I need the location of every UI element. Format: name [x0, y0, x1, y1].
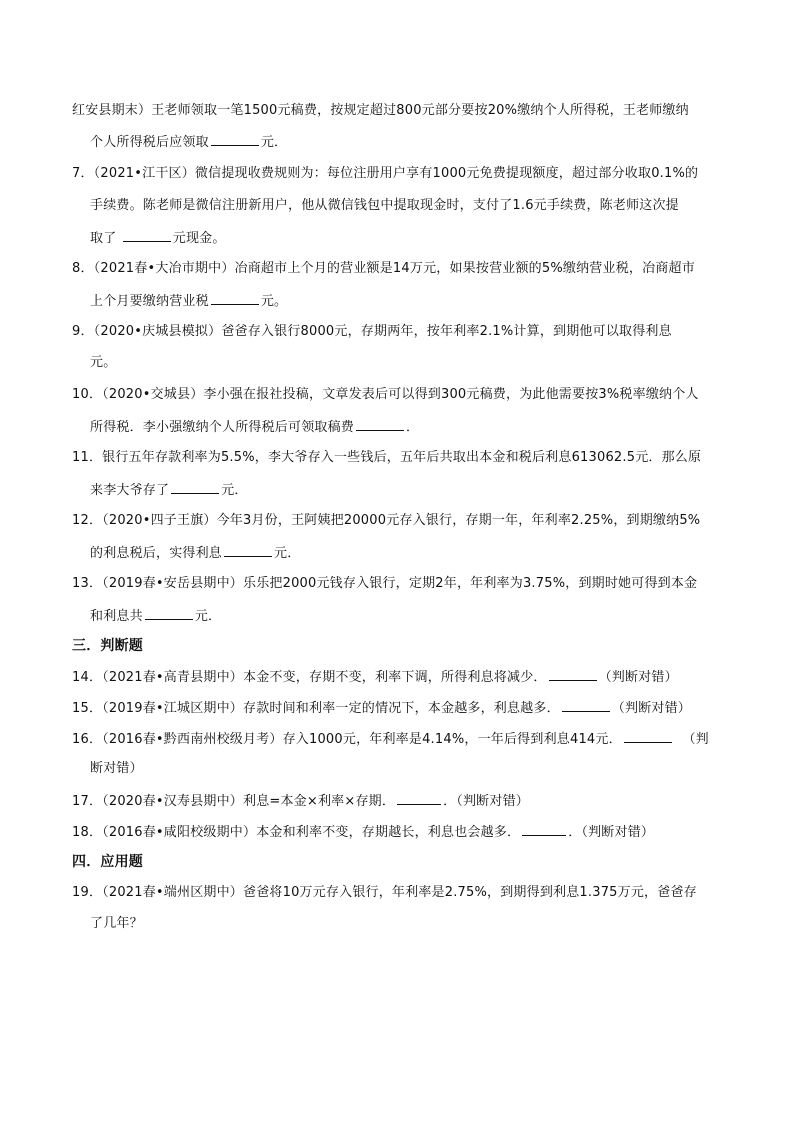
text: 四．应用题 [72, 854, 143, 870]
question-8-line-2 [90, 290, 287, 312]
text: 元现金。 [172, 231, 226, 246]
text: 手续费。陈老师是微信注册新用户，他从微信钱包中提取现金时，支付了1.6元手续费，陈老师这次提 [90, 198, 679, 213]
text: 16．（2016春•黔西南州校级月考）存入1000元，年利率是4.14%，一年后得到利息414元． [72, 732, 622, 747]
answer-blank[interactable] [171, 479, 219, 494]
question-6-line-1 [72, 101, 689, 121]
text: 18．（2016春•咸阳校级期中）本金和利率不变，存期越长，利息也会越多． [72, 825, 521, 840]
question-19-line-2 [90, 914, 143, 934]
text: 了几年？ [90, 916, 143, 931]
question-10-line-1 [72, 385, 699, 405]
text: 上个月要缴纳营业税 [90, 294, 209, 309]
question-17-line-1 [72, 790, 529, 812]
text: ． [406, 420, 420, 435]
text: 12．（2020•四子王旗）今年3月份，王阿姨把20000元存入银行，存期一年，年利率2.25%，到期缴纳5% [72, 513, 701, 528]
text: 所得税．李小强缴纳个人所得税后可领取稿费 [90, 420, 355, 435]
text: （判断对错） [611, 701, 691, 716]
answer-blank[interactable] [123, 227, 171, 242]
section-heading-judgement [72, 636, 143, 656]
text: 19．（2021春•端州区期中）爸爸将10万元存入银行，年利率是2.75%，到期得到利息1.375万元，爸爸存 [72, 885, 697, 900]
question-16-line-1 [72, 728, 709, 750]
answer-blank[interactable] [211, 131, 259, 146]
text: 9．（2020•庆城县模拟）爸爸存入银行8000元，存期两年，按年利率2.1%计算，到期他可以取得利息 [72, 324, 672, 339]
question-7-line-2 [90, 196, 679, 216]
question-13-line-2 [90, 605, 221, 627]
text: 元。 [90, 355, 117, 370]
text: 元． [194, 609, 222, 624]
text: 8．（2021春•大冶市期中）冶商超市上个月的营业额是14万元，如果按营业额的5%缴纳营业税，冶商超市 [72, 261, 695, 276]
answer-blank[interactable] [549, 666, 597, 681]
text: 14．（2021春•高青县期中）本金不变，存期不变，利率下调，所得利息将减少． [72, 670, 547, 685]
text: 13．（2019春•安岳县期中）乐乐把2000元钱存入银行，定期2年，年利率为3.75%，到期时她可得到本金 [72, 576, 698, 591]
text: 和利息共 [90, 609, 143, 624]
text: 元． [221, 483, 248, 498]
text: 元． [260, 135, 288, 150]
question-12-line-1 [72, 511, 700, 531]
answer-blank[interactable] [211, 290, 259, 305]
text: 断对错） [90, 761, 143, 776]
question-9-line-1 [72, 322, 672, 342]
text: （判断对错） [598, 670, 678, 685]
question-15-line-1 [72, 697, 691, 719]
text: 来李大爷存了 [90, 483, 170, 498]
text: 元。 [260, 294, 288, 309]
text: ．（判断对错） [568, 825, 655, 840]
answer-blank[interactable] [562, 697, 610, 712]
question-12-line-2 [90, 542, 300, 564]
question-9-line-2 [90, 353, 116, 373]
question-7-line-1 [72, 164, 698, 184]
answer-blank[interactable] [397, 790, 441, 805]
question-8-line-1 [72, 259, 695, 279]
text: 15．（2019春•江城区期中）存款时间和利率一定的情况下，本金越多，利息越多． [72, 701, 560, 716]
text: （判 [682, 732, 709, 747]
question-10-line-2 [90, 416, 419, 438]
question-13-line-1 [72, 574, 697, 594]
question-11-line-2 [90, 479, 248, 501]
question-14-line-1 [72, 666, 678, 688]
answer-blank[interactable] [624, 728, 672, 743]
question-11-line-1 [72, 448, 701, 468]
text: 10．（2020•交城县）李小强在报社投稿，文章发表后可以得到300元稿费，为此他需要按3%税率缴纳个人 [72, 387, 699, 402]
question-16-line-2 [90, 759, 143, 779]
text: 个人所得税后应领取 [90, 135, 209, 150]
section-heading-application [72, 852, 143, 872]
text: 的利息税后，实得利息 [90, 546, 223, 561]
answer-blank[interactable] [522, 821, 566, 836]
answer-blank[interactable] [224, 542, 272, 557]
text: 红安县期末）王老师领取一笔1500元稿费，按规定超过800元部分要按20%缴纳个人所得税，王老师缴纳 [72, 103, 689, 118]
question-18-line-1 [72, 821, 654, 843]
text: 11．银行五年存款利率为5.5%，李大爷存入一些钱后，五年后共取出本金和税后利息613062.5元．那么原 [72, 450, 702, 465]
text: 取了 [90, 231, 117, 246]
question-7-line-3 [90, 227, 226, 249]
text: 7．（2021•江干区）微信提现收费规则为：每位注册用户享有1000元免费提现额度，超过部分收取0.1%的 [72, 166, 699, 181]
answer-blank[interactable] [145, 605, 193, 620]
text: 三．判断题 [72, 638, 143, 654]
text: 元． [274, 546, 301, 561]
text: 17．（2020春•汉寿县期中）利息=本金×利率×存期． [72, 794, 396, 809]
text: ．（判断对错） [443, 794, 529, 809]
question-19-line-1 [72, 883, 697, 903]
question-6-line-2 [90, 131, 287, 153]
answer-blank[interactable] [356, 416, 404, 431]
